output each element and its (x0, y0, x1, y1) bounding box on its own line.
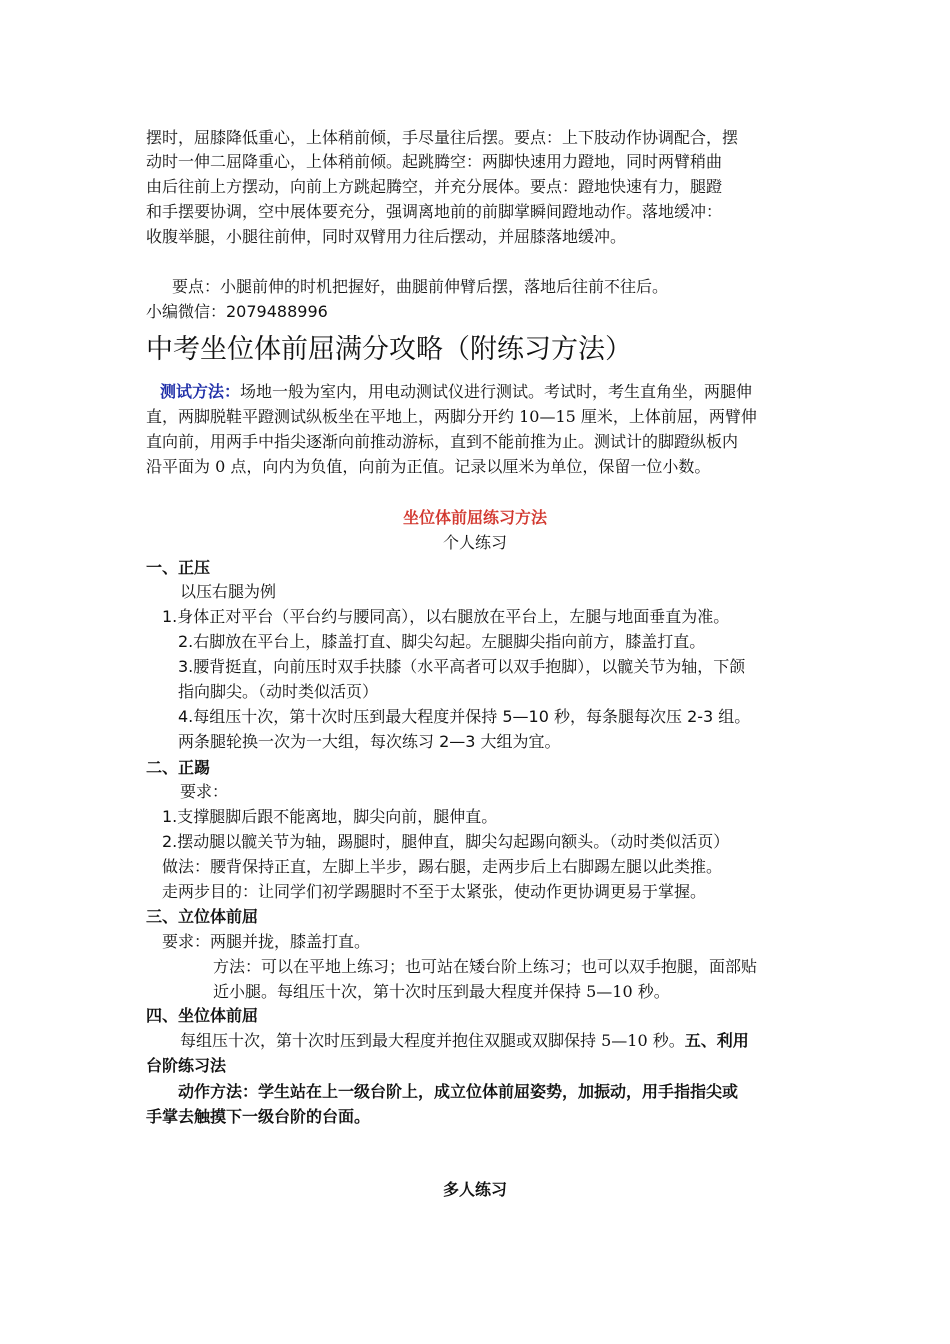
section-2-require: 要求： (180, 782, 229, 801)
section-4-body: 每组压十次，第十次时压到最大程度并抱住双腿或双脚保持 5—10 秒。 (180, 1031, 685, 1050)
test-method-label: 测试方法： (160, 382, 241, 401)
section-4-text (180, 1029, 749, 1053)
intro-line-4: 和手摆要协调，空中展体要充分，强调离地前的前脚掌瞬间蹬地动作。落地缓冲： (146, 202, 723, 221)
wechat-contact: 小编微信：2079488996 (146, 302, 328, 321)
section-1-item-4-cont: 两条腿轮换一次为一大组，每次练习 2—3 大组为宜。 (178, 732, 561, 751)
section-1-title: 一、正压 (146, 558, 211, 577)
section-2-purpose: 走两步目的：让同学们初学踢腿时不至于太紧张，使动作更协调更易于掌握。 (162, 882, 707, 901)
group-practice-title: 多人练习 (442, 1180, 507, 1199)
section-5-text-1: 动作方法：学生站在上一级台阶上，成立位体前屈姿势，加振动，用手指指尖或 (178, 1082, 739, 1101)
section-3-title: 三、立位体前屈 (146, 907, 259, 926)
test-method-line-1 (160, 380, 752, 404)
section-2-method: 做法：腰背保持正直，左脚上半步，踢右腿，走两步后上右脚踢左腿以此类推。 (162, 857, 723, 876)
section-4-title: 四、坐位体前屈 (146, 1006, 259, 1025)
section-5-title-part1: 五、利用 (684, 1031, 749, 1050)
intro-line-2: 动时一伸二屈降重心，上体稍前倾。起跳腾空：两脚快速用力蹬地，同时两臂稍曲 (146, 152, 723, 171)
section-1-item-1: 1.身体正对平台（平台约与腰同高），以右腿放在平台上，左腿与地面垂直为准。 (162, 607, 730, 626)
test-method-line-4: 沿平面为 0 点，向内为负值，向前为正值。记录以厘米为单位，保留一位小数。 (146, 457, 711, 476)
test-method-line-2: 直，两脚脱鞋平蹬测试纵板坐在平地上，两脚分开约 10—15 厘米，上体前屈，两臂伸 (146, 407, 757, 426)
intro-line-3: 由后往前上方摆动，向前上方跳起腾空，并充分展体。要点：蹬地快速有力，腿蹬 (146, 177, 723, 196)
section-1-item-3: 3.腰背挺直，向前压时双手扶膝（水平高者可以双手抱脚），以髋关节为轴，下颌 (178, 657, 746, 676)
section-3-method-2: 近小腿。每组压十次，第十次时压到最大程度并保持 5—10 秒。 (213, 982, 670, 1001)
section-3-method-1: 方法：可以在平地上练习；也可站在矮台阶上练习；也可以双手抱腿，面部贴 (213, 957, 758, 976)
section-2-item-1: 1.支撑腿脚后跟不能离地，脚尖向前，腿伸直。 (162, 807, 498, 826)
key-point: 要点：小腿前伸的时机把握好，曲腿前伸臂后摆，落地后往前不往后。 (172, 277, 669, 296)
section-2-item-2: 2.摆动腿以髋关节为轴，踢腿时，腿伸直，脚尖勾起踢向额头。（动时类似活页） (162, 832, 730, 851)
practice-title: 坐位体前屈练习方法 (402, 508, 547, 527)
section-1-item-3-cont: 指向脚尖。（动时类似活页） (178, 682, 379, 701)
section-5-text-2: 手掌去触摸下一级台阶的台面。 (146, 1107, 371, 1126)
test-method-line-3: 直向前，用两手中指尖逐渐向前推动游标，直到不能前推为止。测试计的脚蹬纵板内 (146, 432, 739, 451)
section-2-title: 二、正踢 (146, 758, 211, 777)
section-1-item-4: 4.每组压十次，第十次时压到最大程度并保持 5—10 秒，每条腿每次压 2-3 组。 (178, 707, 751, 726)
intro-line-1: 摆时，屈膝降低重心，上体稍前倾，手尽量往后摆。要点：上下肢动作协调配合，摆 (146, 128, 739, 147)
article-title: 中考坐位体前屈满分攻略（附练习方法） (146, 334, 632, 365)
individual-title: 个人练习 (442, 533, 507, 552)
section-1-item-2: 2.右脚放在平台上，膝盖打直、脚尖勾起。左腿脚尖指向前方，膝盖打直。 (178, 632, 706, 651)
section-1-example: 以压右腿为例 (180, 582, 277, 601)
intro-line-5: 收腹举腿，小腿往前伸，同时双臂用力往后摆动，并屈膝落地缓冲。 (146, 227, 627, 246)
test-method-text: 场地一般为室内，用电动测试仪进行测试。考试时，考生直角坐，两腿伸 (240, 382, 753, 401)
section-5-title-part2: 台阶练习法 (146, 1056, 227, 1075)
section-3-require: 要求：两腿并拢，膝盖打直。 (162, 932, 371, 951)
